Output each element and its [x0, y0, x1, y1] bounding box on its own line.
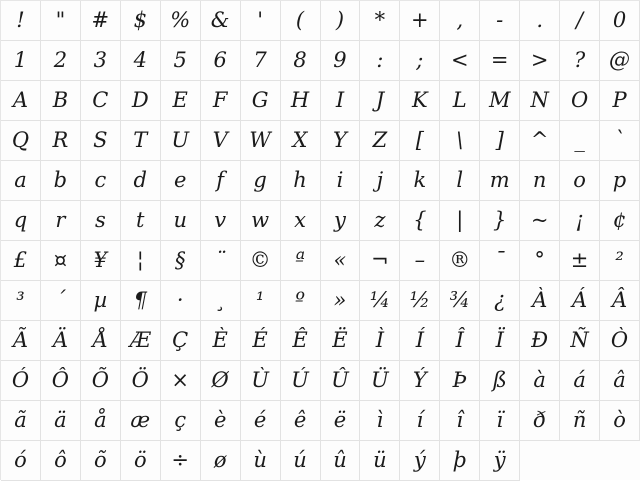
- glyph-cell[interactable]: ê: [281, 401, 321, 441]
- glyph-cell[interactable]: \: [440, 121, 480, 161]
- glyph-cell[interactable]: !: [1, 1, 41, 41]
- glyph-cell[interactable]: Í: [400, 321, 440, 361]
- glyph-cell[interactable]: 9: [321, 41, 361, 81]
- glyph-cell[interactable]: Y: [321, 121, 361, 161]
- glyph-cell[interactable]: ¹: [241, 281, 281, 321]
- glyph-cell[interactable]: %: [161, 1, 201, 41]
- glyph-cell[interactable]: ö: [121, 441, 161, 481]
- glyph-cell[interactable]: /: [560, 1, 600, 41]
- glyph-cell[interactable]: b: [41, 161, 81, 201]
- glyph-cell[interactable]: Ó: [1, 361, 41, 401]
- glyph-cell[interactable]: þ: [440, 441, 480, 481]
- glyph-cell[interactable]: £: [1, 241, 41, 281]
- glyph-cell[interactable]: `: [600, 121, 640, 161]
- glyph-cell[interactable]: ^: [520, 121, 560, 161]
- glyph-cell[interactable]: Ô: [41, 361, 81, 401]
- glyph-cell[interactable]: t: [121, 201, 161, 241]
- glyph-cell[interactable]: 6: [201, 41, 241, 81]
- glyph-cell[interactable]: ,: [440, 1, 480, 41]
- glyph-cell[interactable]: Ä: [41, 321, 81, 361]
- glyph-cell[interactable]: +: [400, 1, 440, 41]
- glyph-cell[interactable]: y: [321, 201, 361, 241]
- glyph-cell[interactable]: g: [241, 161, 281, 201]
- glyph-cell[interactable]: Æ: [121, 321, 161, 361]
- glyph-cell[interactable]: ¿: [480, 281, 520, 321]
- glyph-cell[interactable]: Ò: [600, 321, 640, 361]
- glyph-cell[interactable]: ï: [480, 401, 520, 441]
- glyph-cell[interactable]: µ: [81, 281, 121, 321]
- glyph-cell[interactable]: à: [520, 361, 560, 401]
- glyph-cell[interactable]: Z: [360, 121, 400, 161]
- glyph-cell[interactable]: ÿ: [480, 441, 520, 481]
- glyph-cell[interactable]: *: [360, 1, 400, 41]
- glyph-cell[interactable]: F: [201, 81, 241, 121]
- glyph-cell[interactable]: W: [241, 121, 281, 161]
- glyph-cell[interactable]: T: [121, 121, 161, 161]
- glyph-cell[interactable]: c: [81, 161, 121, 201]
- glyph-cell[interactable]: À: [520, 281, 560, 321]
- glyph-cell[interactable]: ¦: [121, 241, 161, 281]
- glyph-cell[interactable]: 5: [161, 41, 201, 81]
- glyph-cell[interactable]: ¶: [121, 281, 161, 321]
- glyph-cell[interactable]: 7: [241, 41, 281, 81]
- glyph-cell[interactable]: å: [81, 401, 121, 441]
- glyph-cell[interactable]: w: [241, 201, 281, 241]
- glyph-cell[interactable]: ³: [1, 281, 41, 321]
- glyph-cell[interactable]: -: [480, 1, 520, 41]
- glyph-cell[interactable]: @: [600, 41, 640, 81]
- glyph-cell[interactable]: }: [480, 201, 520, 241]
- glyph-cell[interactable]: ²: [600, 241, 640, 281]
- glyph-cell[interactable]: Þ: [440, 361, 480, 401]
- empty-cell: [560, 441, 600, 481]
- glyph-cell[interactable]: ð: [520, 401, 560, 441]
- glyph-cell[interactable]: Ç: [161, 321, 201, 361]
- glyph-cell[interactable]: k: [400, 161, 440, 201]
- glyph-cell[interactable]: á: [560, 361, 600, 401]
- glyph-cell[interactable]: û: [321, 441, 361, 481]
- glyph-cell[interactable]: ©: [241, 241, 281, 281]
- glyph-cell[interactable]: E: [161, 81, 201, 121]
- glyph-cell[interactable]: ª: [281, 241, 321, 281]
- glyph-cell[interactable]: Ö: [121, 361, 161, 401]
- empty-cell: [520, 441, 560, 481]
- glyph-cell[interactable]: P: [600, 81, 640, 121]
- glyph-cell[interactable]: _: [560, 121, 600, 161]
- glyph-cell[interactable]: ¨: [201, 241, 241, 281]
- glyph-cell[interactable]: I: [321, 81, 361, 121]
- glyph-cell[interactable]: ç: [161, 401, 201, 441]
- glyph-cell[interactable]: #: [81, 1, 121, 41]
- glyph-cell[interactable]: 0: [600, 1, 640, 41]
- glyph-cell[interactable]: ·: [161, 281, 201, 321]
- glyph-cell[interactable]: X: [281, 121, 321, 161]
- glyph-cell[interactable]: æ: [121, 401, 161, 441]
- glyph-cell[interactable]: ¸: [201, 281, 241, 321]
- glyph-cell[interactable]: O: [560, 81, 600, 121]
- glyph-cell[interactable]: Ë: [321, 321, 361, 361]
- glyph-cell[interactable]: ;: [400, 41, 440, 81]
- glyph-cell[interactable]: ~: [520, 201, 560, 241]
- glyph-cell[interactable]: Á: [560, 281, 600, 321]
- glyph-cell[interactable]: u: [161, 201, 201, 241]
- glyph-cell[interactable]: ä: [41, 401, 81, 441]
- glyph-cell[interactable]: (: [281, 1, 321, 41]
- glyph-cell[interactable]: ?: [560, 41, 600, 81]
- glyph-cell[interactable]: «: [321, 241, 361, 281]
- glyph-cell[interactable]: é: [241, 401, 281, 441]
- glyph-cell[interactable]: &: [201, 1, 241, 41]
- glyph-cell[interactable]: s: [81, 201, 121, 241]
- glyph-cell[interactable]: â: [600, 361, 640, 401]
- glyph-cell[interactable]: 3: [81, 41, 121, 81]
- glyph-cell[interactable]: <: [440, 41, 480, 81]
- glyph-cell[interactable]: 8: [281, 41, 321, 81]
- glyph-cell[interactable]: ¤: [41, 241, 81, 281]
- glyph-cell[interactable]: q: [1, 201, 41, 241]
- glyph-cell[interactable]: 2: [41, 41, 81, 81]
- glyph-cell[interactable]: Ù: [241, 361, 281, 401]
- glyph-cell[interactable]: ¬: [360, 241, 400, 281]
- glyph-cell[interactable]: B: [41, 81, 81, 121]
- glyph-cell[interactable]: l: [440, 161, 480, 201]
- glyph-cell[interactable]: Ã: [1, 321, 41, 361]
- glyph-cell[interactable]: 4: [121, 41, 161, 81]
- glyph-cell[interactable]: ø: [201, 441, 241, 481]
- glyph-cell[interactable]: Ú: [281, 361, 321, 401]
- glyph-cell[interactable]: ]: [480, 121, 520, 161]
- glyph-cell[interactable]: v: [201, 201, 241, 241]
- glyph-cell[interactable]: Ø: [201, 361, 241, 401]
- glyph-cell[interactable]: S: [81, 121, 121, 161]
- glyph-cell[interactable]: É: [241, 321, 281, 361]
- glyph-cell[interactable]: Û: [321, 361, 361, 401]
- glyph-cell[interactable]: ¾: [440, 281, 480, 321]
- glyph-cell[interactable]: a: [1, 161, 41, 201]
- glyph-cell[interactable]: U: [161, 121, 201, 161]
- glyph-cell[interactable]: ã: [1, 401, 41, 441]
- glyph-cell[interactable]: ±: [560, 241, 600, 281]
- glyph-cell[interactable]: L: [440, 81, 480, 121]
- glyph-cell[interactable]: »: [321, 281, 361, 321]
- glyph-cell[interactable]: i: [321, 161, 361, 201]
- glyph-cell[interactable]: {: [400, 201, 440, 241]
- glyph-cell[interactable]: Ï: [480, 321, 520, 361]
- glyph-cell[interactable]: r: [41, 201, 81, 241]
- glyph-cell[interactable]: ´: [41, 281, 81, 321]
- glyph-cell[interactable]: °: [520, 241, 560, 281]
- glyph-cell[interactable]: ñ: [560, 401, 600, 441]
- glyph-cell[interactable]: >: [520, 41, 560, 81]
- glyph-cell[interactable]: ×: [161, 361, 201, 401]
- glyph-cell[interactable]: M: [480, 81, 520, 121]
- glyph-cell[interactable]: Î: [440, 321, 480, 361]
- glyph-cell[interactable]: î: [440, 401, 480, 441]
- glyph-cell[interactable]: x: [281, 201, 321, 241]
- glyph-cell[interactable]: ): [321, 1, 361, 41]
- glyph-cell[interactable]: f: [201, 161, 241, 201]
- glyph-cell[interactable]: C: [81, 81, 121, 121]
- glyph-cell[interactable]: ÷: [161, 441, 201, 481]
- empty-cell: [600, 441, 640, 481]
- glyph-cell[interactable]: V: [201, 121, 241, 161]
- glyph-cell[interactable]: ½: [400, 281, 440, 321]
- glyph-cell[interactable]: |: [440, 201, 480, 241]
- glyph-cell[interactable]: ¼: [360, 281, 400, 321]
- glyph-cell[interactable]: j: [360, 161, 400, 201]
- glyph-cell[interactable]: ": [41, 1, 81, 41]
- glyph-cell[interactable]: ß: [480, 361, 520, 401]
- glyph-cell[interactable]: p: [600, 161, 640, 201]
- glyph-cell[interactable]: D: [121, 81, 161, 121]
- glyph-cell[interactable]: ¢: [600, 201, 640, 241]
- glyph-cell[interactable]: Õ: [81, 361, 121, 401]
- glyph-cell[interactable]: ù: [241, 441, 281, 481]
- glyph-cell[interactable]: Ñ: [560, 321, 600, 361]
- glyph-cell[interactable]: ë: [321, 401, 361, 441]
- glyph-cell[interactable]: [: [400, 121, 440, 161]
- glyph-cell[interactable]: Ý: [400, 361, 440, 401]
- glyph-cell[interactable]: G: [241, 81, 281, 121]
- glyph-cell[interactable]: Ð: [520, 321, 560, 361]
- glyph-cell[interactable]: K: [400, 81, 440, 121]
- glyph-cell[interactable]: n: [520, 161, 560, 201]
- glyph-cell[interactable]: e: [161, 161, 201, 201]
- glyph-cell[interactable]: ò: [600, 401, 640, 441]
- glyph-cell[interactable]: è: [201, 401, 241, 441]
- glyph-cell[interactable]: m: [480, 161, 520, 201]
- glyph-cell[interactable]: ¡: [560, 201, 600, 241]
- glyph-cell[interactable]: ú: [281, 441, 321, 481]
- glyph-cell[interactable]: –: [400, 241, 440, 281]
- glyph-cell[interactable]: º: [281, 281, 321, 321]
- glyph-cell[interactable]: Å: [81, 321, 121, 361]
- glyph-cell[interactable]: o: [560, 161, 600, 201]
- glyph-cell[interactable]: A: [1, 81, 41, 121]
- glyph-cell[interactable]: Ü: [360, 361, 400, 401]
- glyph-cell[interactable]: h: [281, 161, 321, 201]
- glyph-cell[interactable]: í: [400, 401, 440, 441]
- glyph-cell[interactable]: N: [520, 81, 560, 121]
- glyph-cell[interactable]: =: [480, 41, 520, 81]
- glyph-cell[interactable]: õ: [81, 441, 121, 481]
- glyph-cell[interactable]: 1: [1, 41, 41, 81]
- glyph-cell[interactable]: d: [121, 161, 161, 201]
- glyph-cell[interactable]: Ê: [281, 321, 321, 361]
- glyph-cell[interactable]: :: [360, 41, 400, 81]
- glyph-cell[interactable]: Q: [1, 121, 41, 161]
- glyph-cell[interactable]: È: [201, 321, 241, 361]
- glyph-cell[interactable]: §: [161, 241, 201, 281]
- glyph-cell[interactable]: Ì: [360, 321, 400, 361]
- glyph-cell[interactable]: $: [121, 1, 161, 41]
- glyph-cell[interactable]: Â: [600, 281, 640, 321]
- glyph-cell[interactable]: ¥: [81, 241, 121, 281]
- glyph-cell[interactable]: ': [241, 1, 281, 41]
- glyph-cell[interactable]: ó: [1, 441, 41, 481]
- glyph-cell[interactable]: ®: [440, 241, 480, 281]
- glyph-cell[interactable]: ý: [400, 441, 440, 481]
- glyph-cell[interactable]: J: [360, 81, 400, 121]
- glyph-cell[interactable]: H: [281, 81, 321, 121]
- glyph-cell[interactable]: ì: [360, 401, 400, 441]
- glyph-cell[interactable]: z: [360, 201, 400, 241]
- glyph-cell[interactable]: ¯: [480, 241, 520, 281]
- glyph-cell[interactable]: R: [41, 121, 81, 161]
- glyph-cell[interactable]: ü: [360, 441, 400, 481]
- glyph-cell[interactable]: ô: [41, 441, 81, 481]
- glyph-cell[interactable]: .: [520, 1, 560, 41]
